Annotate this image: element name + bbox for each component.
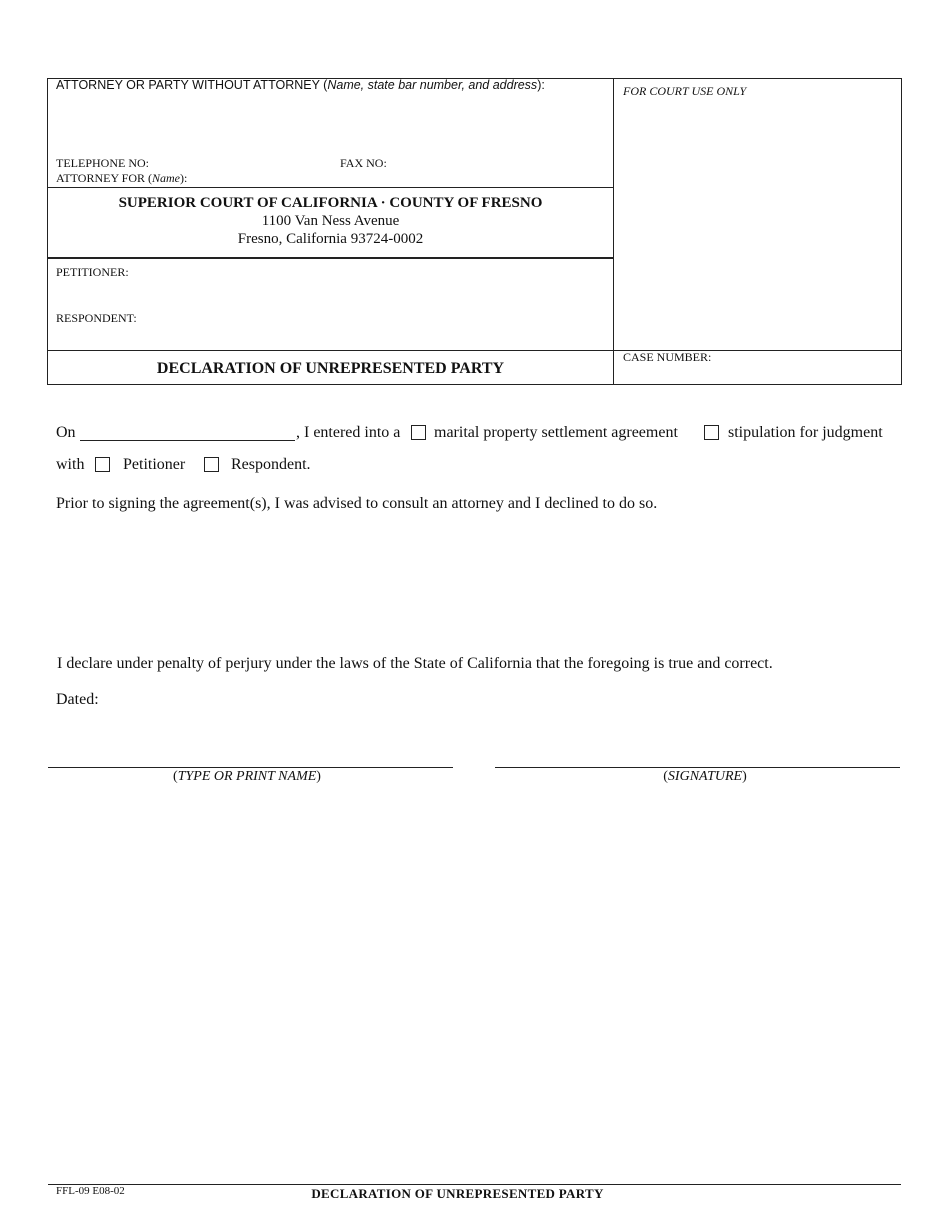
petitioner-label: PETITIONER: — [56, 265, 129, 279]
petitioner-option-label: Petitioner — [123, 456, 186, 473]
marital-agreement-label: marital property settlement agreement — [434, 424, 678, 441]
respondent-option-label: Respondent. — [231, 456, 311, 473]
form-code: FFL-09 E08-02 — [56, 1185, 125, 1197]
stipulation-checkbox[interactable] — [704, 425, 719, 440]
entered-text: , I entered into a — [296, 424, 401, 441]
telephone-label: TELEPHONE NO: — [56, 156, 149, 170]
court-street: 1100 Van Ness Avenue — [261, 213, 400, 229]
marital-agreement-checkbox[interactable] — [411, 425, 426, 440]
fax-label: FAX NO: — [340, 156, 387, 170]
court-name: SUPERIOR COURT OF CALIFORNIA · COUNTY OF FRESNO — [118, 195, 543, 211]
form-title: DECLARATION OF UNREPRESENTED PARTY — [156, 360, 505, 377]
signature-caption: (SIGNATURE) — [663, 769, 747, 784]
signature-line[interactable] — [495, 767, 900, 768]
petitioner-checkbox[interactable] — [95, 457, 110, 472]
respondent-checkbox[interactable] — [204, 457, 219, 472]
on-label: On — [56, 424, 76, 441]
perjury-declaration: I declare under penalty of perjury under the laws of the State of California that the foregoing is true and correct. — [57, 655, 773, 672]
attorney-label: ATTORNEY OR PARTY WITHOUT ATTORNEY (Name, state bar number, and address): — [56, 78, 545, 92]
case-number-label: CASE NUMBER: — [623, 350, 712, 364]
stipulation-label: stipulation for judgment — [728, 424, 883, 441]
date-blank-line[interactable] — [80, 440, 295, 441]
respondent-label: RESPONDENT: — [56, 311, 137, 325]
dated-label: Dated: — [56, 691, 99, 708]
court-city: Fresno, California 93724-0002 — [237, 231, 424, 247]
print-name-caption: (TYPE OR PRINT NAME) — [173, 769, 321, 784]
footer-rule — [48, 1184, 901, 1185]
footer-title: DECLARATION OF UNREPRESENTED PARTY — [311, 1186, 604, 1201]
attorney-for-label: ATTORNEY FOR (Name): — [56, 171, 188, 185]
advised-statement: Prior to signing the agreement(s), I was advised to consult an attorney and I declined to do so. — [56, 495, 658, 512]
with-label: with — [56, 456, 85, 473]
print-name-line[interactable] — [48, 767, 453, 768]
court-use-label: FOR COURT USE ONLY — [623, 84, 747, 98]
